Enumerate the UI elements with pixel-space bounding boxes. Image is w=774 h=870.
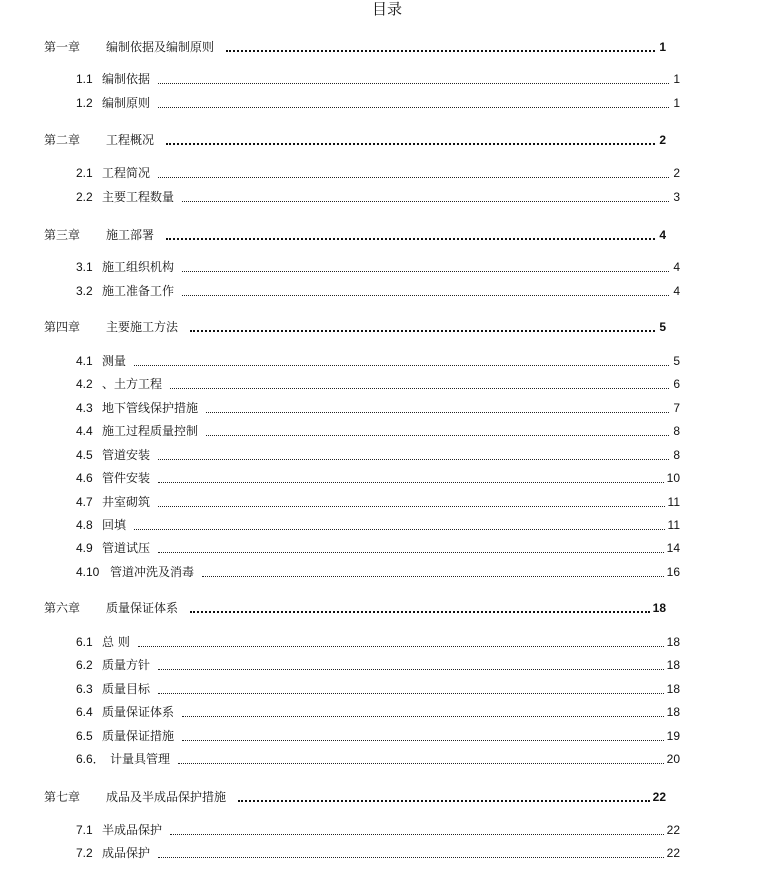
toc-entry-number: 6.6． xyxy=(76,752,105,766)
toc-section-entry[interactable] xyxy=(76,702,680,722)
toc-entry-title: 质量保证体系 xyxy=(106,601,179,615)
toc-entry-title: 计量具管理 xyxy=(110,752,171,766)
toc-entry-page-number: 10 xyxy=(666,471,680,485)
toc-entry-number: 第四章 xyxy=(44,320,81,334)
toc-section-entry[interactable] xyxy=(76,468,680,488)
toc-entry-number: 6.2 xyxy=(76,658,93,672)
toc-entry-number: 1.1 xyxy=(76,72,93,86)
toc-section-entry[interactable] xyxy=(76,69,680,89)
toc-section-entry[interactable] xyxy=(76,655,680,675)
toc-section-entry[interactable] xyxy=(76,398,680,418)
toc-entry-page-number: 1 xyxy=(673,96,680,110)
dot-leader xyxy=(226,50,655,52)
toc-entry-page-number: 2 xyxy=(659,133,666,147)
toc-entry-page-number: 8 xyxy=(673,448,680,462)
toc-chapter-entry[interactable] xyxy=(44,598,666,618)
toc-entry-number: 4.9 xyxy=(76,541,93,555)
toc-section-entry[interactable] xyxy=(76,257,680,277)
toc-section-entry[interactable] xyxy=(76,93,680,113)
dot-leader xyxy=(158,482,664,483)
toc-section-entry[interactable] xyxy=(76,351,680,371)
toc-entry-number: 4.3 xyxy=(76,401,93,415)
toc-entry-title: 质量保证措施 xyxy=(102,729,175,743)
toc-section-entry[interactable] xyxy=(76,820,680,840)
toc-entry-number: 4.8 xyxy=(76,518,93,532)
toc-entry-page-number: 18 xyxy=(652,601,666,615)
toc-entry-title: 工程概况 xyxy=(106,133,155,147)
toc-entry-page-number: 22 xyxy=(666,846,680,860)
dot-leader xyxy=(170,388,669,389)
toc-entry-page-number: 1 xyxy=(673,72,680,86)
dot-leader xyxy=(158,669,664,670)
toc-entry-page-number: 8 xyxy=(673,424,680,438)
toc-entry-number: 4.4 xyxy=(76,424,93,438)
toc-entry-title: 测量 xyxy=(102,354,127,368)
toc-entry-number: 4.6 xyxy=(76,471,93,485)
toc-entry-number: 4.5 xyxy=(76,448,93,462)
dot-leader xyxy=(170,834,664,835)
toc-entry-title: 施工部署 xyxy=(106,228,155,242)
toc-entry-number: 第一章 xyxy=(44,40,81,54)
toc-entry-title: 主要施工方法 xyxy=(106,320,179,334)
toc-entry-page-number: 14 xyxy=(666,541,680,555)
toc-entry-number: 3.2 xyxy=(76,284,93,298)
dot-leader xyxy=(178,763,664,764)
toc-entry-page-number: 22 xyxy=(652,790,666,804)
toc-entry-title: 编制依据及编制原则 xyxy=(106,40,215,54)
toc-entry-number: 7.1 xyxy=(76,823,93,837)
dot-leader xyxy=(158,83,669,84)
toc-section-entry[interactable] xyxy=(76,679,680,699)
toc-chapter-entry[interactable] xyxy=(44,317,666,337)
toc-entry-page-number: 18 xyxy=(666,635,680,649)
dot-leader xyxy=(182,295,669,296)
dot-leader xyxy=(202,576,664,577)
toc-entry-title: 回填 xyxy=(102,518,127,532)
toc-chapter-entry[interactable] xyxy=(44,787,666,807)
toc-entry-page-number: 20 xyxy=(666,752,680,766)
toc-entry-page-number: 22 xyxy=(666,823,680,837)
toc-entry-page-number: 11 xyxy=(667,495,680,509)
dot-leader xyxy=(166,143,655,145)
toc-entry-title: 半成品保护 xyxy=(102,823,163,837)
toc-entry-title: 管道安装 xyxy=(102,448,151,462)
toc-entry-number: 第六章 xyxy=(44,601,81,615)
toc-section-entry[interactable] xyxy=(76,562,680,582)
toc-entry-title: 工程简况 xyxy=(102,166,151,180)
dot-leader xyxy=(134,529,665,530)
toc-entry-title: 主要工程数量 xyxy=(102,190,175,204)
toc-entry-page-number: 5 xyxy=(673,354,680,368)
dot-leader xyxy=(190,611,650,613)
toc-entry-page-number: 6 xyxy=(673,377,680,391)
toc-entry-title: 质量目标 xyxy=(102,682,151,696)
dot-leader xyxy=(134,365,669,366)
toc-entry-page-number: 11 xyxy=(667,518,680,532)
toc-entry-page-number: 4 xyxy=(673,260,680,274)
dot-leader xyxy=(138,646,664,647)
toc-chapter-entry[interactable] xyxy=(44,37,666,57)
toc-entry-number: 第七章 xyxy=(44,790,81,804)
toc-entry-number: 6.3 xyxy=(76,682,93,696)
toc-entry-number: 2.1 xyxy=(76,166,93,180)
toc-entry-number: 第三章 xyxy=(44,228,81,242)
dot-leader xyxy=(206,435,669,436)
dot-leader xyxy=(158,552,664,553)
toc-entry-number: 7.2 xyxy=(76,846,93,860)
toc-section-entry[interactable] xyxy=(76,749,680,769)
toc-section-entry[interactable] xyxy=(76,445,680,465)
toc-entry-title: 管道冲洗及消毒 xyxy=(110,565,195,579)
toc-entry-page-number: 2 xyxy=(673,166,680,180)
toc-entry-page-number: 5 xyxy=(659,320,666,334)
toc-entry-title: 质量保证体系 xyxy=(102,705,175,719)
toc-entry-number: 4.2 xyxy=(76,377,93,391)
toc-entry-number: 6.4 xyxy=(76,705,93,719)
dot-leader xyxy=(182,740,664,741)
page-title: 目录 xyxy=(371,0,402,18)
toc-section-entry[interactable] xyxy=(76,163,680,183)
dot-leader xyxy=(182,201,669,202)
toc-section-entry[interactable] xyxy=(76,421,680,441)
toc-entry-page-number: 16 xyxy=(666,565,680,579)
toc-section-entry[interactable] xyxy=(76,538,680,558)
toc-entry-page-number: 4 xyxy=(673,284,680,298)
toc-entry-number: 2.2 xyxy=(76,190,93,204)
dot-leader xyxy=(182,716,664,717)
toc-entry-title: 地下管线保护措施 xyxy=(102,401,199,415)
toc-entry-number: 6.1 xyxy=(76,635,93,649)
dot-leader xyxy=(158,107,669,108)
toc-entry-number: 4.7 xyxy=(76,495,93,509)
dot-leader xyxy=(158,693,664,694)
dot-leader xyxy=(238,800,650,802)
dot-leader xyxy=(158,459,669,460)
dot-leader xyxy=(158,506,665,507)
toc-section-entry[interactable] xyxy=(76,374,680,394)
toc-entry-page-number: 4 xyxy=(659,228,666,242)
dot-leader xyxy=(206,412,669,413)
dot-leader xyxy=(182,271,669,272)
toc-entry-title: 管道试压 xyxy=(102,541,151,555)
dot-leader xyxy=(158,857,664,858)
dot-leader xyxy=(166,238,655,240)
toc-entry-number: 4.10 xyxy=(76,565,100,579)
toc-entry-title: 成品及半成品保护措施 xyxy=(106,790,227,804)
toc-section-entry[interactable] xyxy=(76,187,680,207)
dot-leader xyxy=(190,330,655,332)
toc-entry-number: 第二章 xyxy=(44,133,81,147)
toc-section-entry[interactable] xyxy=(76,515,680,535)
toc-entry-title: 井室砌筑 xyxy=(102,495,151,509)
toc-entry-title: 施工过程质量控制 xyxy=(102,424,199,438)
toc-entry-page-number: 1 xyxy=(659,40,666,54)
toc-chapter-entry[interactable] xyxy=(44,225,666,245)
toc-entry-title: 施工组织机构 xyxy=(102,260,175,274)
toc-entry-title: 施工准备工作 xyxy=(102,284,175,298)
toc-entry-title: 成品保护 xyxy=(102,846,151,860)
toc-entry-page-number: 7 xyxy=(673,401,680,415)
toc-chapter-entry[interactable] xyxy=(44,130,666,150)
toc-section-entry[interactable] xyxy=(76,632,680,652)
toc-entry-page-number: 19 xyxy=(666,729,680,743)
toc-entry-number: 3.1 xyxy=(76,260,93,274)
toc-entry-page-number: 18 xyxy=(666,682,680,696)
toc-entry-title: 编制原则 xyxy=(102,96,151,110)
toc-entry-number: 1.2 xyxy=(76,96,93,110)
toc-entry-title: 编制依据 xyxy=(102,72,151,86)
toc-entry-number: 6.5 xyxy=(76,729,93,743)
toc-entry-page-number: 3 xyxy=(673,190,680,204)
toc-section-entry[interactable] xyxy=(76,726,680,746)
toc-entry-page-number: 18 xyxy=(666,705,680,719)
toc-entry-title: 质量方针 xyxy=(102,658,151,672)
toc-entry-title: 管件安装 xyxy=(102,471,151,485)
toc-entry-page-number: 18 xyxy=(666,658,680,672)
toc-section-entry[interactable] xyxy=(76,281,680,301)
toc-section-entry[interactable] xyxy=(76,843,680,863)
dot-leader xyxy=(158,177,669,178)
toc-entry-number: 4.1 xyxy=(76,354,93,368)
toc-entry-title: 、土方工程 xyxy=(102,377,163,391)
toc-section-entry[interactable] xyxy=(76,492,680,512)
toc-entry-title: 总 则 xyxy=(102,635,130,649)
